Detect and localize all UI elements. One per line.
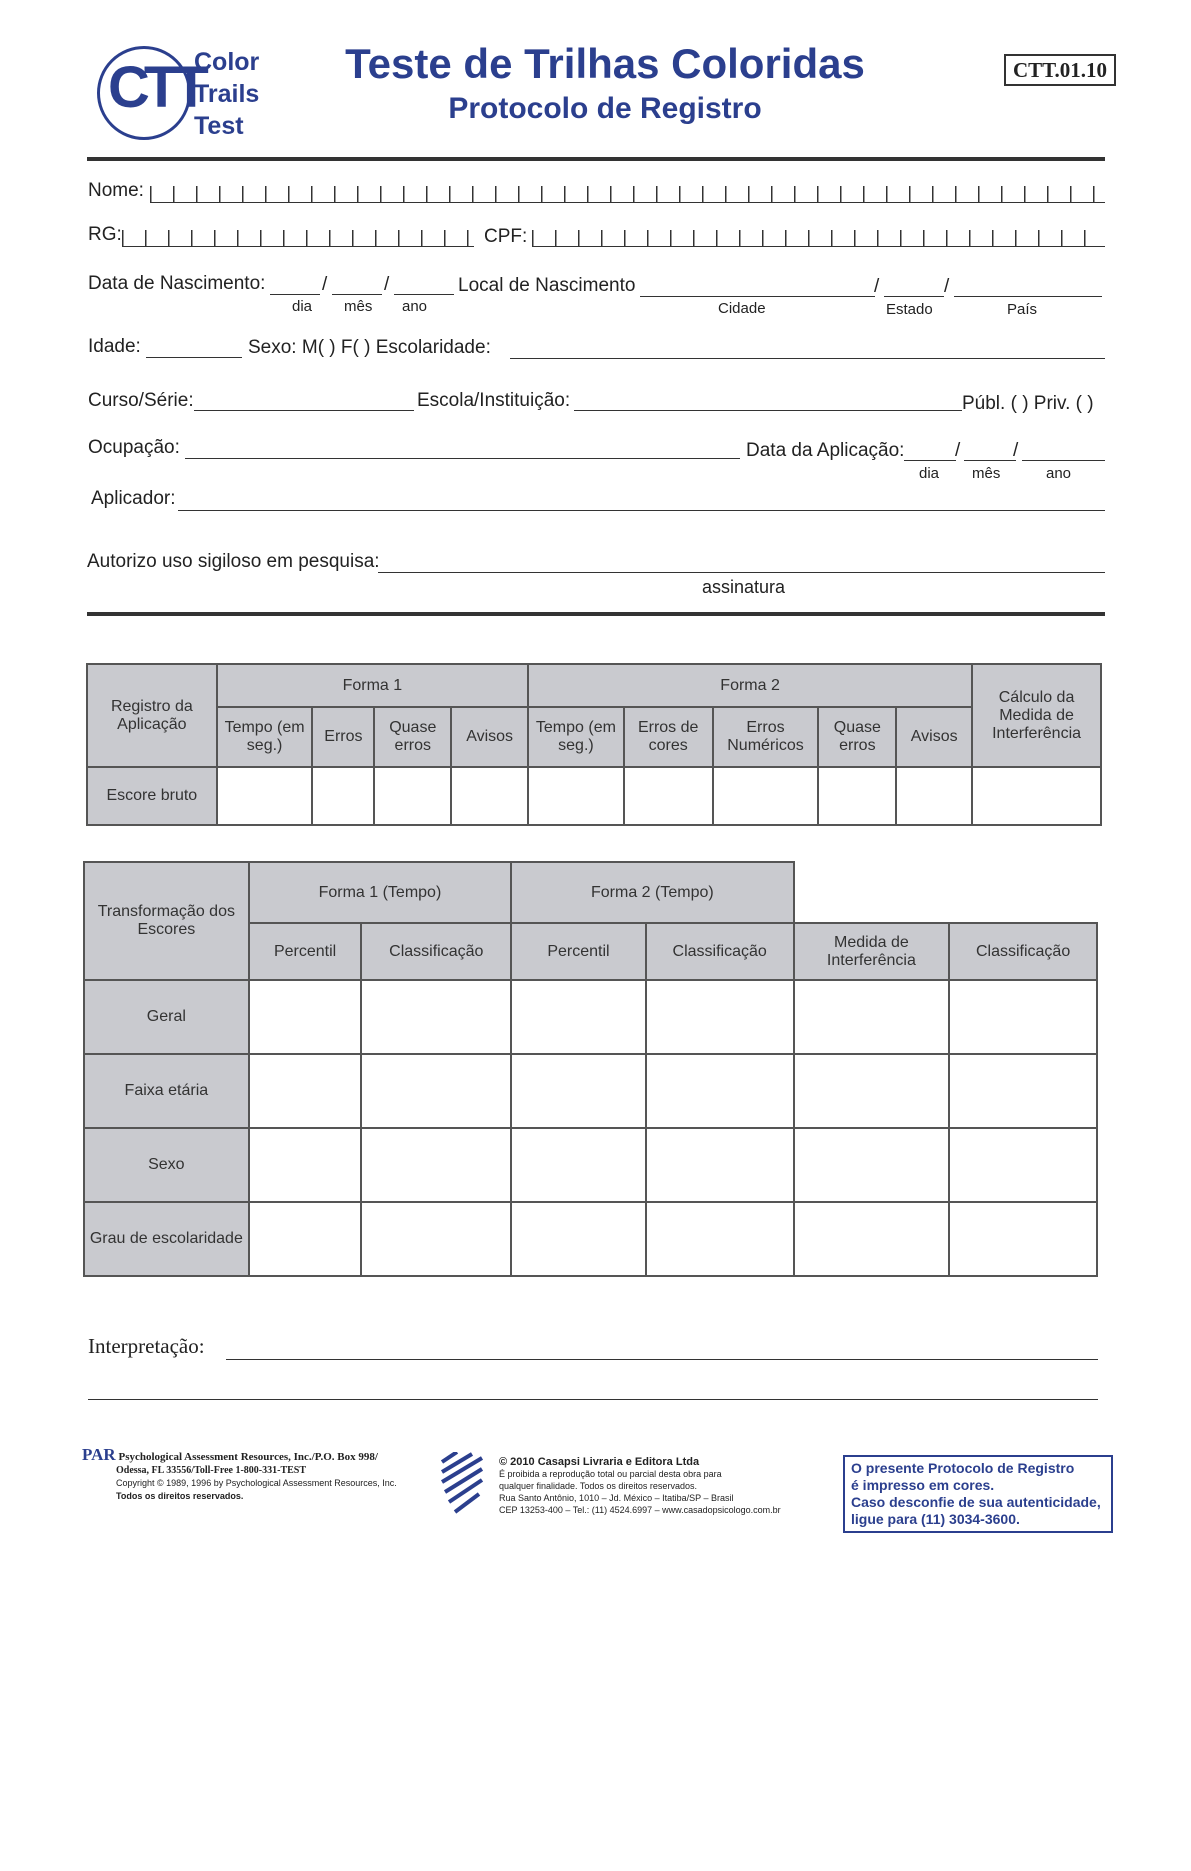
page-subtitle: Protocolo de Registro [448,92,762,125]
score-cell[interactable] [511,1054,646,1128]
registro-header: Registro da Aplicação [87,664,217,767]
casapsi-line: Rua Santo Antônio, 1010 – Jd. México – Itatiba/SP – Brasil [499,1493,734,1503]
score-cell[interactable] [646,980,794,1054]
signature-field[interactable] [378,572,1105,573]
score-cell[interactable] [794,1202,950,1276]
score-cell[interactable] [646,1128,794,1202]
birth-month-field[interactable] [332,294,382,295]
slash: / [955,440,961,461]
row-header: Faixa etária [84,1054,249,1128]
score-cell[interactable] [949,1128,1097,1202]
app-day-field[interactable] [904,460,956,461]
table-row [87,767,1101,825]
logo-word: Color [194,48,260,76]
rg-label: RG: [88,224,122,245]
slash: / [322,274,328,295]
blank-area [794,862,1097,923]
nome-label: Nome: [88,180,144,201]
forma2-header: Forma 2 [528,664,972,707]
calculo-header: Cálculo da Medida de Interferência [972,664,1101,767]
mes-caption: mês [972,465,1001,482]
par-logo: PAR [82,1445,116,1464]
score-cell[interactable] [949,1054,1097,1128]
row-header: Grau de escolaridade [84,1202,249,1276]
cpf-label: CPF: [484,226,528,247]
col-header: Tempo (em seg.) [217,707,313,767]
score-transformation-table [83,861,1098,1277]
score-cell[interactable] [972,767,1101,825]
table-row [84,1202,1097,1276]
estado-caption: Estado [886,301,933,318]
score-cell[interactable] [249,1202,362,1276]
col-header: Erros [312,707,374,767]
slash: / [874,276,880,297]
ano-caption: ano [402,298,428,315]
col-header: Erros de cores [624,707,713,767]
app-month-field[interactable] [964,460,1016,461]
cpf-field[interactable] [532,230,1105,247]
par-line: Todos os direitos reservados. [116,1491,244,1501]
casapsi-credit [499,1456,829,1516]
aplicador-label: Aplicador: [91,488,176,509]
par-line: Psychological Assessment Resources, Inc./P.O. Box 998/ [118,1451,378,1463]
logo-words [194,46,259,142]
score-cell[interactable] [374,767,451,825]
col-header: Classificação [949,923,1097,980]
authorization-label: Autorizo uso sigiloso em pesquisa: [87,551,380,572]
ocupacao-label: Ocupação: [88,437,180,458]
score-cell[interactable] [511,980,646,1054]
casapsi-logo-icon [437,1452,487,1514]
birth-state-field[interactable] [884,296,944,297]
score-cell[interactable] [713,767,819,825]
authenticity-notice [843,1455,1113,1533]
logo-letters: CTT [108,55,203,120]
col-header: Quase erros [374,707,451,767]
birth-date-label: Data de Nascimento: [88,273,266,294]
score-cell[interactable] [624,767,713,825]
birth-place-label: Local de Nascimento [458,275,636,296]
slash: / [384,274,390,295]
notice-line: O presente Protocolo de Registro [851,1460,1075,1476]
score-cell[interactable] [249,1128,362,1202]
score-cell[interactable] [361,980,511,1054]
col-header: Tempo (em seg.) [528,707,624,767]
score-cell[interactable] [217,767,313,825]
par-credit [82,1445,422,1503]
idade-label: Idade: [88,336,141,357]
escola-field[interactable] [574,410,962,411]
ano-caption: ano [1046,465,1072,482]
rg-field[interactable] [122,230,474,247]
col-header: Avisos [896,707,972,767]
forma1-header: Forma 1 [217,664,528,707]
sexo-escolaridade-label: Sexo: M( ) F( ) Escolaridade: [248,337,491,358]
forma2-tempo-header: Forma 2 (Tempo) [511,862,793,923]
score-cell[interactable] [511,1128,646,1202]
score-cell[interactable] [249,1054,362,1128]
divider [87,157,1105,161]
pais-caption: País [1007,301,1038,318]
casapsi-line: © 2010 Casapsi Livraria e Editora Ltda [499,1456,700,1468]
casapsi-line: qualquer finalidade. Todos os direitos reservados. [499,1481,697,1491]
col-header: Classificação [361,923,511,980]
row-header: Sexo [84,1128,249,1202]
curso-label: Curso/Série: [88,390,194,411]
score-cell[interactable] [949,980,1097,1054]
par-line: Copyright © 1989, 1996 by Psychological Assessment Resources, Inc. [116,1478,397,1488]
score-cell[interactable] [451,767,528,825]
curso-field[interactable] [194,410,414,411]
idade-field[interactable] [146,357,242,358]
logo-word: Test [194,112,244,140]
app-year-field[interactable] [1022,460,1105,461]
publ-priv-label[interactable]: Públ. ( ) Priv. ( ) [962,393,1094,414]
score-cell[interactable] [949,1202,1097,1276]
page-title: Teste de Trilhas Coloridas [345,40,865,87]
signature-caption: assinatura [702,577,786,597]
score-cell[interactable] [646,1054,794,1128]
score-cell[interactable] [896,767,972,825]
slash: / [944,276,950,297]
par-line: Odessa, FL 33556/Toll-Free 1-800-331-TEST [116,1465,307,1476]
col-header: Erros Numéricos [713,707,819,767]
dia-caption: dia [919,465,940,482]
forma1-tempo-header: Forma 1 (Tempo) [249,862,511,923]
notice-line: Caso desconfie de sua autenticidade, [851,1494,1101,1510]
birth-city-field[interactable] [640,296,875,297]
birth-day-field[interactable] [270,294,320,295]
raw-scores-table [86,663,1102,826]
score-cell[interactable] [312,767,374,825]
transformacao-header: Transformação dos Escores [84,862,249,980]
divider [87,612,1105,616]
col-header: Percentil [249,923,362,980]
mes-caption: mês [344,298,373,315]
score-cell[interactable] [818,767,896,825]
score-cell[interactable] [361,1054,511,1128]
interpretacao-field[interactable] [226,1359,1098,1360]
table-row [84,1054,1097,1128]
escola-label: Escola/Instituição: [417,390,571,411]
score-cell[interactable] [794,980,950,1054]
col-header: Quase erros [818,707,896,767]
birth-country-field[interactable] [954,296,1102,297]
cidade-caption: Cidade [718,300,766,317]
table-row [84,980,1097,1054]
row-header: Escore bruto [87,767,217,825]
notice-line: ligue para (11) 3034-3600. [851,1511,1020,1527]
col-header: Medida de Interferência [794,923,950,980]
application-date-label: Data da Aplicação: [746,440,905,461]
dia-caption: dia [292,298,313,315]
score-cell[interactable] [794,1054,950,1128]
score-cell[interactable] [361,1128,511,1202]
logo-word: Trails [194,80,260,108]
table-row [84,1128,1097,1202]
birth-year-field[interactable] [394,294,454,295]
casapsi-line: CEP 13253-400 – Tel.: (11) 4524.6997 – www.casadopsicologo.com.br [499,1505,781,1515]
aplicador-field[interactable] [178,510,1105,511]
col-header: Avisos [451,707,528,767]
notice-line: é impresso em cores. [851,1477,995,1493]
slash: / [1013,440,1019,461]
score-cell[interactable] [528,767,624,825]
ocupacao-field[interactable] [185,458,740,459]
interpretacao-field-line2[interactable] [88,1399,1098,1400]
score-cell[interactable] [646,1202,794,1276]
escolaridade-field[interactable] [510,358,1105,359]
nome-field[interactable] [150,186,1105,203]
casapsi-line: É proibida a reprodução total ou parcial desta obra para [499,1469,722,1479]
row-header: Geral [84,980,249,1054]
interpretacao-label: Interpretação: [88,1334,205,1358]
score-cell[interactable] [794,1128,950,1202]
score-cell[interactable] [511,1202,646,1276]
score-cell[interactable] [361,1202,511,1276]
col-header: Percentil [511,923,646,980]
form-code: CTT.01.10 [1004,54,1116,86]
col-header: Classificação [646,923,794,980]
score-cell[interactable] [249,980,362,1054]
